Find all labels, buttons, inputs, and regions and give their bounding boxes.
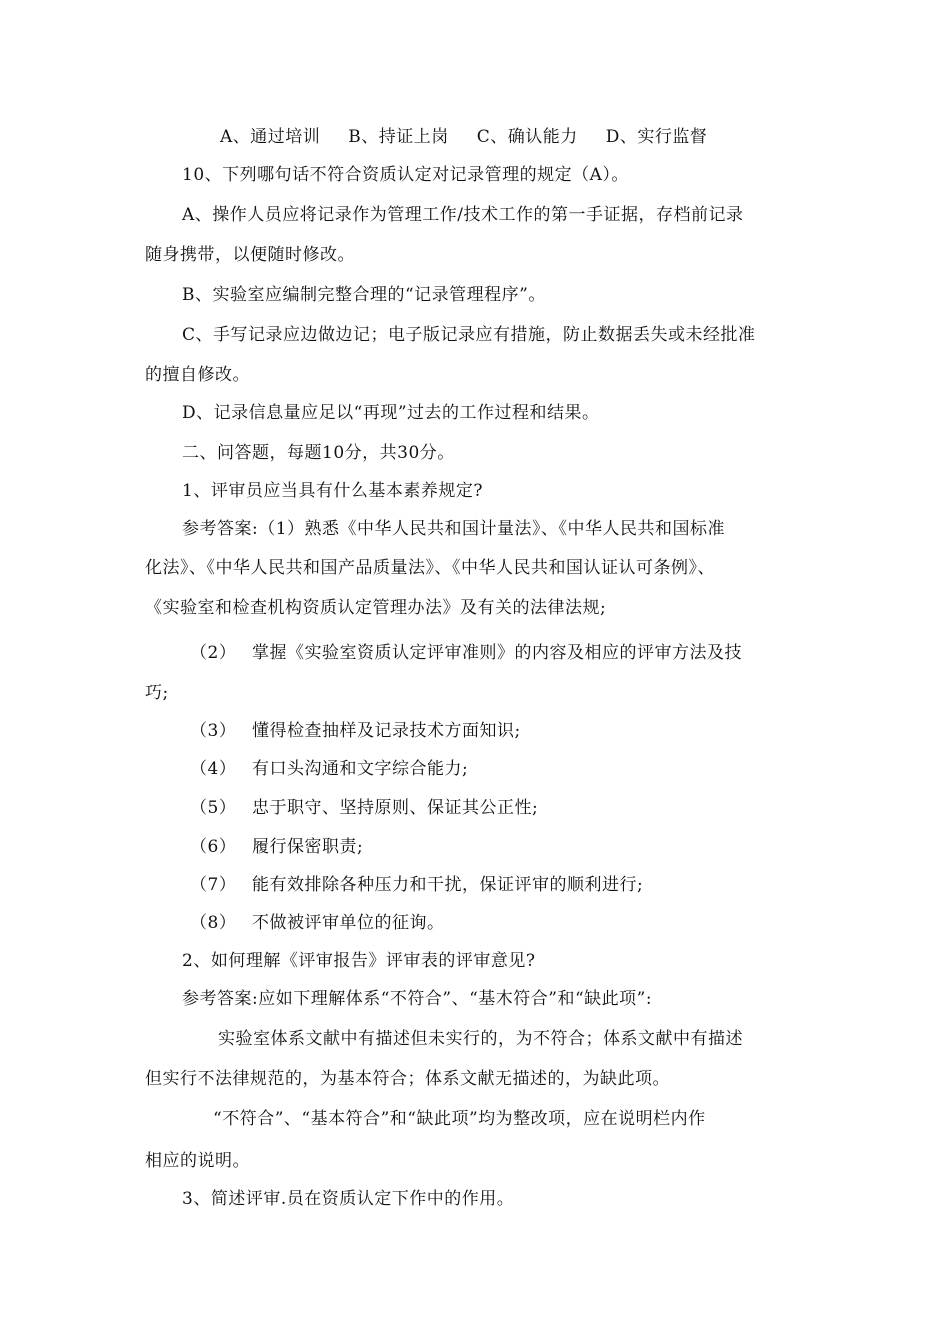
q9-option-a: A、通过培训 (220, 127, 321, 147)
item-number: （6） (190, 837, 237, 857)
qa1-item-6 (190, 836, 363, 858)
item-text: 履行保密职责; (252, 837, 364, 857)
q10-option-b: B、实验室应编制完整合理的“记录管理程序”。 (182, 285, 546, 305)
q10-option-c-line1: C、手写记录应边做边记；电子版记录应有措施，防止数据丢失或未经批准 (182, 325, 756, 345)
q9-option-d: D、实行监督 (605, 127, 708, 147)
q10-option-c-line2: 的擅自修改。 (145, 365, 250, 385)
qa2-question: 2、如何理解《评审报告》评审表的评审意见? (182, 951, 536, 971)
qa3-question: 3、简述评审.员在资质认定下作中的作用。 (182, 1189, 515, 1209)
qa2-para2-line2: 相应的说明。 (145, 1151, 250, 1171)
item-text: 不做被评审单位的征询。 (252, 913, 445, 933)
q9-options-row (220, 126, 707, 148)
item-text: 懂得检查抽样及记录技术方面知识; (252, 721, 521, 741)
item-text: 能有效排除各种压力和干扰，保证评审的顺利进行; (252, 875, 644, 895)
q9-option-c: C、确认能力 (476, 127, 578, 147)
qa1-item-7 (190, 874, 643, 896)
item-number: （3） (190, 721, 237, 741)
q10-option-a-line1: A、操作人员应将记录作为管理工作/技术工作的第一手证据，存档前记录 (182, 205, 744, 225)
item-number: （5） (190, 798, 237, 818)
qa1-answer-line3: 《实验室和检查机构资质认定管理办法》及有关的法律法规; (145, 598, 607, 618)
item-text: 有口头沟通和文字综合能力; (252, 759, 469, 779)
qa1-answer-line1: 参考答案:（1）熟悉《中华人民共和国计量法》、《中华人民共和国标准 (182, 519, 726, 539)
qa1-answer-line2: 化法》、《中华人民共和国产品质量法》、《中华人民共和国认证认可条例》、 (145, 558, 715, 578)
item-number: （7） (190, 875, 237, 895)
qa1-item-3 (190, 720, 521, 742)
section2-title: 二、问答题，每题10分，共30分。 (182, 443, 455, 463)
qa1-question: 1、评审员应当具有什么基本素养规定? (182, 481, 483, 501)
q10-option-a-line2: 随身携带，以便随时修改。 (145, 245, 355, 265)
qa1-item-8 (190, 912, 445, 934)
qa1-item-5 (190, 797, 538, 819)
item-number: （4） (190, 759, 237, 779)
item-text: 掌握《实验室资质认定评审准则》的内容及相应的评审方法及技 (252, 643, 742, 663)
qa2-para1-line2: 但实行不法律规范的，为基本符合；体系文献无描述的，为缺此项。 (145, 1069, 670, 1089)
qa2-answer-intro: 参考答案:应如下理解体系“不符合”、“基木符合”和“缺此项”: (182, 989, 653, 1009)
qa1-item-4 (190, 758, 468, 780)
qa1-item-2 (190, 642, 742, 664)
q9-option-b: B、持证上岗 (348, 127, 449, 147)
item-text: 忠于职守、坚持原则、保证其公正性; (252, 798, 539, 818)
qa2-para1-line1: 实验室体系文献中有描述但未实行的，为不符合；体系文献中有描述 (218, 1029, 743, 1049)
qa2-para2-line1: “不符合”、“基本符合”和“缺此项”均为整改项，应在说明栏内作 (213, 1109, 706, 1129)
qa1-item-2-line2: 巧; (145, 683, 169, 703)
item-number: （8） (190, 913, 237, 933)
q10-question: 10、下列哪句话不符合资质认定对记录管理的规定（A）。 (182, 165, 629, 185)
item-number: （2） (190, 643, 237, 663)
q10-option-d: D、记录信息量应足以“再现”过去的工作过程和结果。 (182, 403, 600, 423)
